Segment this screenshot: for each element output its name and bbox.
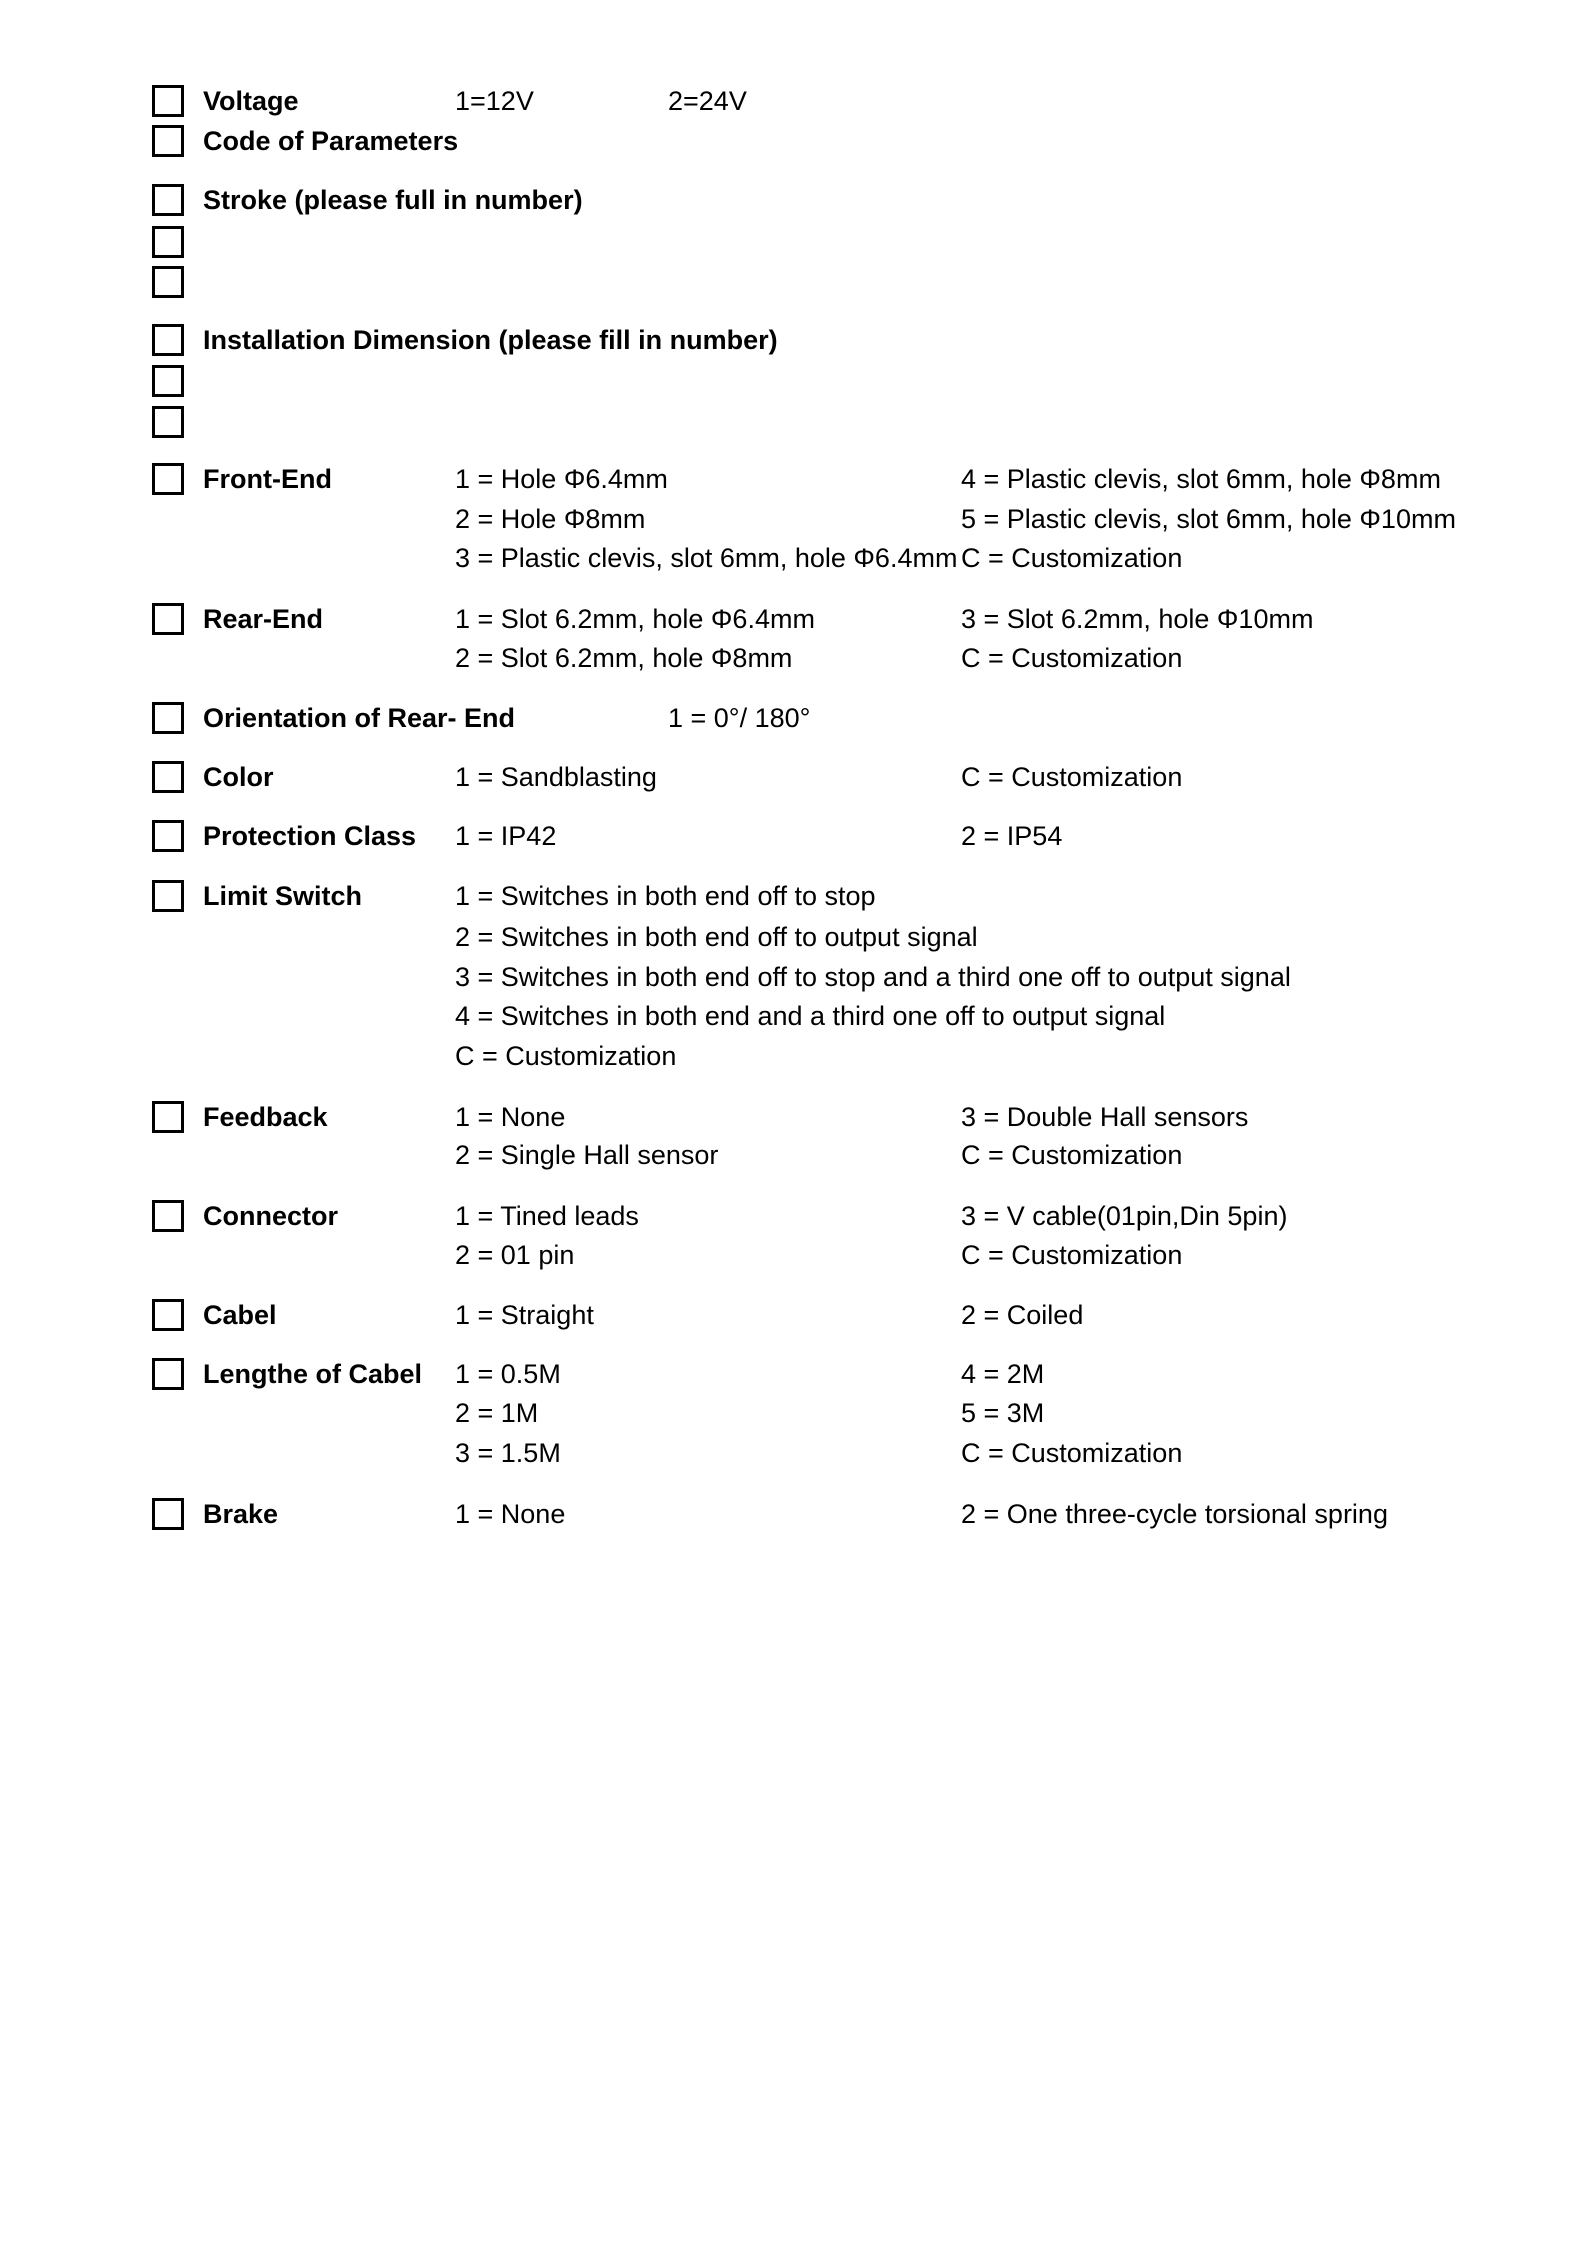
feedback-checkbox[interactable] <box>152 1101 184 1133</box>
front-end-label: Front-End <box>203 464 332 494</box>
length-of-cabel-option: 4 = 2M <box>961 1359 1045 1389</box>
length-of-cabel-option: 3 = 1.5M <box>455 1438 561 1468</box>
color-option: C = Customization <box>961 762 1183 792</box>
orientation-of-rear-end-checkbox[interactable] <box>152 702 184 734</box>
brake-checkbox[interactable] <box>152 1498 184 1530</box>
installation-dimension-checkbox-3[interactable] <box>152 406 184 438</box>
front-end-option: 5 = Plastic clevis, slot 6mm, hole Φ10mm <box>961 504 1456 534</box>
length-of-cabel-option: 1 = 0.5M <box>455 1359 561 1389</box>
brake-option: 1 = None <box>455 1499 566 1529</box>
rear-end-option: C = Customization <box>961 643 1183 673</box>
brake-option: 2 = One three-cycle torsional spring <box>961 1499 1388 1529</box>
voltage-option: 1=12V <box>455 86 534 116</box>
color-label: Color <box>203 762 274 792</box>
color-option: 1 = Sandblasting <box>455 762 657 792</box>
limit-switch-option: 1 = Switches in both end off to stop <box>455 881 876 911</box>
feedback-option: C = Customization <box>961 1140 1183 1170</box>
rear-end-option: 2 = Slot 6.2mm, hole Φ8mm <box>455 643 793 673</box>
orientation-of-rear-end-label: Orientation of Rear- End <box>203 703 516 733</box>
feedback-option: 1 = None <box>455 1102 566 1132</box>
limit-switch-option: 3 = Switches in both end off to stop and a third one off to output signal <box>455 962 1291 992</box>
cabel-option: 2 = Coiled <box>961 1300 1084 1330</box>
front-end-checkbox[interactable] <box>152 463 184 495</box>
stroke-checkbox-2[interactable] <box>152 226 184 258</box>
front-end-option: 4 = Plastic clevis, slot 6mm, hole Φ8mm <box>961 464 1441 494</box>
front-end-option: C = Customization <box>961 543 1183 573</box>
stroke-checkbox-1[interactable] <box>152 184 184 216</box>
cabel-label: Cabel <box>203 1300 277 1330</box>
connector-label: Connector <box>203 1201 338 1231</box>
rear-end-checkbox[interactable] <box>152 603 184 635</box>
limit-switch-option: 4 = Switches in both end and a third one off to output signal <box>455 1001 1166 1031</box>
front-end-option: 1 = Hole Φ6.4mm <box>455 464 668 494</box>
stroke-label: Stroke (please full in number) <box>203 185 583 215</box>
limit-switch-label: Limit Switch <box>203 881 363 911</box>
voltage-label: Voltage <box>203 86 299 116</box>
rear-end-label: Rear-End <box>203 604 324 634</box>
length-of-cabel-option: C = Customization <box>961 1438 1183 1468</box>
voltage-checkbox[interactable] <box>152 85 184 117</box>
color-checkbox[interactable] <box>152 761 184 793</box>
limit-switch-option: C = Customization <box>455 1041 677 1071</box>
front-end-option: 3 = Plastic clevis, slot 6mm, hole Φ6.4mm <box>455 543 958 573</box>
cabel-checkbox[interactable] <box>152 1299 184 1331</box>
length-of-cabel-option: 5 = 3M <box>961 1398 1045 1428</box>
length-of-cabel-checkbox[interactable] <box>152 1358 184 1390</box>
feedback-option: 3 = Double Hall sensors <box>961 1102 1249 1132</box>
length-of-cabel-option: 2 = 1M <box>455 1398 539 1428</box>
voltage-option: 2=24V <box>668 86 747 116</box>
limit-switch-option: 2 = Switches in both end off to output signal <box>455 922 978 952</box>
cabel-option: 1 = Straight <box>455 1300 594 1330</box>
length-of-cabel-label: Lengthe of Cabel <box>203 1359 423 1389</box>
brake-label: Brake <box>203 1499 279 1529</box>
code-of-parameters-checkbox[interactable] <box>152 125 184 157</box>
rear-end-option: 1 = Slot 6.2mm, hole Φ6.4mm <box>455 604 815 634</box>
connector-option: 3 = V cable(01pin,Din 5pin) <box>961 1201 1288 1231</box>
rear-end-option: 3 = Slot 6.2mm, hole Φ10mm <box>961 604 1314 634</box>
protection-class-label: Protection Class <box>203 821 417 851</box>
connector-option: 2 = 01 pin <box>455 1240 575 1270</box>
orientation-of-rear-end-option: 1 = 0°/ 180° <box>668 703 811 733</box>
connector-option: C = Customization <box>961 1240 1183 1270</box>
installation-dimension-checkbox-2[interactable] <box>152 365 184 397</box>
protection-class-option: 1 = IP42 <box>455 821 557 851</box>
code-of-parameters-label: Code of Parameters <box>203 126 459 156</box>
limit-switch-checkbox[interactable] <box>152 880 184 912</box>
connector-checkbox[interactable] <box>152 1200 184 1232</box>
protection-class-checkbox[interactable] <box>152 820 184 852</box>
front-end-option: 2 = Hole Φ8mm <box>455 504 646 534</box>
connector-option: 1 = Tined leads <box>455 1201 639 1231</box>
installation-dimension-checkbox-1[interactable] <box>152 324 184 356</box>
installation-dimension-label: Installation Dimension (please fill in number) <box>203 325 778 355</box>
feedback-option: 2 = Single Hall sensor <box>455 1140 719 1170</box>
protection-class-option: 2 = IP54 <box>961 821 1063 851</box>
feedback-label: Feedback <box>203 1102 328 1132</box>
stroke-checkbox-3[interactable] <box>152 266 184 298</box>
